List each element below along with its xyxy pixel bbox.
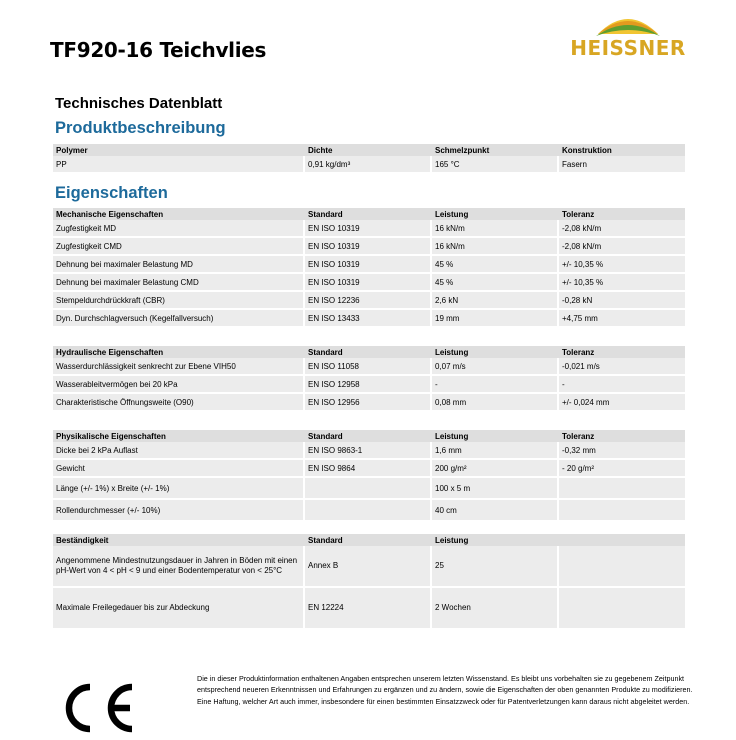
- table-cell: 0,91 kg/dm³: [305, 156, 432, 174]
- table-cell: Rollendurchmesser (+/- 10%): [53, 500, 305, 522]
- header-cell: Leistung: [435, 535, 469, 545]
- disclaimer-text: Die in dieser Produktinformation enthaltenen Angaben entsprechen unserem letzten Wissenstand. Es bleibt uns vorbehalten sie zu gegebenem Zeitpunkt entsprechend neueren Erkenntnissen und Erfahrungen zu ergänzen und zu ändern, sowie die Eigenschaften der oben genannten Produkte zu modifizieren. Eine Haftung, welcher Art auch immer, insbesondere für einen bestimmten Einsatzzweck oder für Patentverletzungen kann daraus nicht abgeleitet werden.: [197, 674, 693, 706]
- table-cell: Wasserdurchlässigkeit senkrecht zur Ebene VIH50: [53, 358, 305, 376]
- table-cell: Dyn. Durchschlagversuch (Kegelfallversuch): [53, 310, 305, 328]
- table-header: [53, 534, 685, 546]
- table-row: [53, 220, 685, 238]
- header-cell: Toleranz: [562, 209, 595, 219]
- table-row: [53, 394, 685, 412]
- table-row: [53, 274, 685, 292]
- properties-heading: Eigenschaften: [55, 184, 168, 202]
- header-cell: Dichte: [308, 145, 333, 155]
- table-cell: PP: [53, 156, 305, 174]
- table-cell: +4,75 mm: [559, 310, 685, 328]
- table-row: [53, 156, 685, 174]
- table-cell: 19 mm: [432, 310, 559, 328]
- table-cell: 45 %: [432, 256, 559, 274]
- header-cell: Leistung: [435, 431, 469, 441]
- table-header: [53, 144, 685, 156]
- table-cell: 2,6 kN: [432, 292, 559, 310]
- header-cell: Polymer: [56, 145, 88, 155]
- ce-mark: [52, 681, 140, 740]
- table-cell: Wasserableitvermögen bei 20 kPa: [53, 376, 305, 394]
- table-cell: 40 cm: [432, 500, 559, 522]
- table-cell: EN ISO 10319: [305, 256, 432, 274]
- table-cell: -2,08 kN/m: [559, 220, 685, 238]
- header-cell: Standard: [308, 431, 343, 441]
- table-cell: 16 kN/m: [432, 238, 559, 256]
- table-cell: Angenommene Mindestnutzungsdauer in Jahren in Böden mit einen pH-Wert von 4 < pH < 9 und einer Bodentemperatur von < 25°C: [53, 546, 305, 588]
- table-cell: EN ISO 11058: [305, 358, 432, 376]
- table-cell: [559, 546, 685, 588]
- table-cell: Zugfestigkeit MD: [53, 220, 305, 238]
- table-cell: 45 %: [432, 274, 559, 292]
- table-cell: [559, 500, 685, 522]
- header-cell: Toleranz: [562, 347, 595, 357]
- table-row: [53, 256, 685, 274]
- table-cell: -0,021 m/s: [559, 358, 685, 376]
- heissner-logo: [568, 4, 688, 62]
- header-cell: Physikalische Eigenschaften: [56, 431, 166, 441]
- table-cell: Dicke bei 2 kPa Auflast: [53, 442, 305, 460]
- table-cell: Dehnung bei maximaler Belastung CMD: [53, 274, 305, 292]
- product-description-heading: Produktbeschreibung: [55, 119, 226, 137]
- table-cell: -0,32 mm: [559, 442, 685, 460]
- table-cell: Maximale Freilegedauer bis zur Abdeckung: [53, 588, 305, 630]
- table-cell: EN ISO 12236: [305, 292, 432, 310]
- table-header: [53, 208, 685, 220]
- table-cell: Stempeldurchdrückkraft (CBR): [53, 292, 305, 310]
- table-cell: Charakteristische Öffnungsweite (O90): [53, 394, 305, 412]
- table-cell: 165 °C: [432, 156, 559, 174]
- table-cell: Zugfestigkeit CMD: [53, 238, 305, 256]
- header-cell: Standard: [308, 209, 343, 219]
- table-row: [53, 376, 685, 394]
- hydraulic-table: [53, 346, 685, 412]
- table-cell: EN 12224: [305, 588, 432, 630]
- table-cell: +/- 10,35 %: [559, 274, 685, 292]
- table-header: [53, 430, 685, 442]
- header-cell: Toleranz: [562, 431, 595, 441]
- table-cell: EN ISO 10319: [305, 238, 432, 256]
- brand-wordmark: HEISSNER: [570, 36, 686, 60]
- header-cell: Beständigkeit: [56, 535, 109, 545]
- table-row: [53, 238, 685, 256]
- table-cell: EN ISO 13433: [305, 310, 432, 328]
- table-row: [53, 588, 685, 630]
- header-cell: Leistung: [435, 209, 469, 219]
- table-cell: 2 Wochen: [432, 588, 559, 630]
- datasheet-heading: Technisches Datenblatt: [55, 95, 223, 112]
- table-cell: Gewicht: [53, 460, 305, 478]
- header-cell: Standard: [308, 347, 343, 357]
- table-cell: [305, 478, 432, 500]
- table-cell: [559, 588, 685, 630]
- table-cell: +/- 0,024 mm: [559, 394, 685, 412]
- header-cell: Mechanische Eigenschaften: [56, 209, 164, 219]
- table-cell: 16 kN/m: [432, 220, 559, 238]
- table-cell: 0,07 m/s: [432, 358, 559, 376]
- header-cell: Standard: [308, 535, 343, 545]
- table-cell: Länge (+/- 1%) x Breite (+/- 1%): [53, 478, 305, 500]
- table-row: [53, 292, 685, 310]
- table-row: [53, 460, 685, 478]
- header-cell: Leistung: [435, 347, 469, 357]
- mechanical-table: [53, 208, 685, 328]
- document-title: TF920-16 Teichvlies: [50, 38, 267, 62]
- table-cell: 25: [432, 546, 559, 588]
- header-cell: Hydraulische Eigenschaften: [56, 347, 164, 357]
- table-row: [53, 358, 685, 376]
- table-cell: 0,08 mm: [432, 394, 559, 412]
- table-cell: - 20 g/m²: [559, 460, 685, 478]
- header-cell: [559, 534, 685, 546]
- table-cell: 100 x 5 m: [432, 478, 559, 500]
- table-cell: 200 g/m²: [432, 460, 559, 478]
- header-cell: Konstruktion: [562, 145, 612, 155]
- physical-table: [53, 430, 685, 522]
- table-cell: Dehnung bei maximaler Belastung MD: [53, 256, 305, 274]
- table-cell: EN ISO 9863-1: [305, 442, 432, 460]
- table-cell: EN ISO 9864: [305, 460, 432, 478]
- table-cell: Fasern: [559, 156, 685, 174]
- table-cell: -: [432, 376, 559, 394]
- table-cell: -2,08 kN/m: [559, 238, 685, 256]
- table-cell: 1,6 mm: [432, 442, 559, 460]
- table-row: [53, 478, 685, 500]
- header-cell: Schmelzpunkt: [435, 145, 490, 155]
- durability-table: [53, 534, 685, 630]
- table-header: [53, 346, 685, 358]
- table-cell: Annex B: [305, 546, 432, 588]
- table-row: [53, 500, 685, 522]
- table-cell: -0,28 kN: [559, 292, 685, 310]
- table-row: [53, 442, 685, 460]
- product-table: [53, 144, 685, 174]
- table-cell: EN ISO 12958: [305, 376, 432, 394]
- table-cell: [559, 478, 685, 500]
- table-cell: [305, 500, 432, 522]
- table-cell: EN ISO 10319: [305, 220, 432, 238]
- table-row: [53, 546, 685, 588]
- table-row: [53, 310, 685, 328]
- logo-arcs-icon: [568, 4, 688, 38]
- table-cell: +/- 10,35 %: [559, 256, 685, 274]
- table-cell: EN ISO 10319: [305, 274, 432, 292]
- table-cell: -: [559, 376, 685, 394]
- ce-mark-icon: [52, 681, 140, 735]
- table-cell: EN ISO 12956: [305, 394, 432, 412]
